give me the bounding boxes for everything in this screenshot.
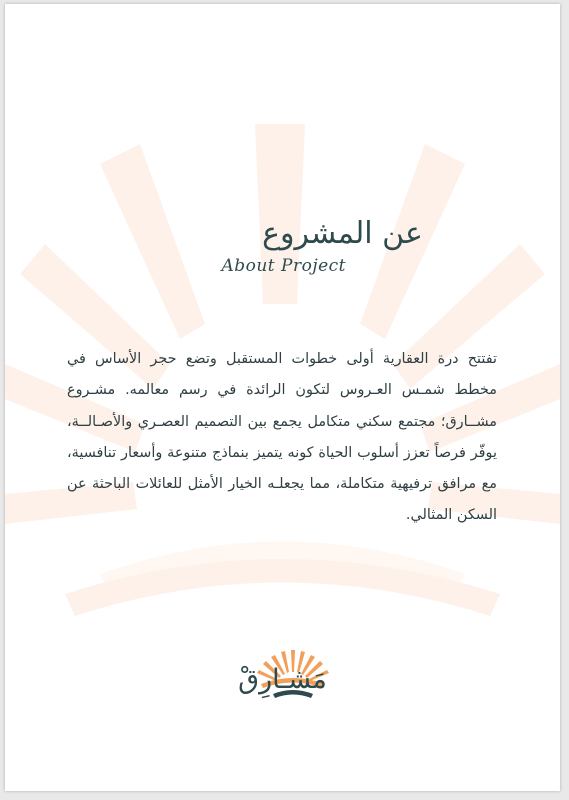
brand-name: مَشـارِقْ — [238, 664, 327, 695]
page-title-english: About Project — [221, 256, 346, 276]
page-title-arabic: عن المشروع — [262, 216, 423, 251]
project-description-text: تفتتح درة العقارية أولى خطوات المستقبل وتضع حجر الأساس في مخطط شمـس العـروس لتكون الرائدة في رسم معالمه. مشـروع مشــارق؛ مجتمع سكني متكامل يجمع بين التصميم العصـري والأصـالــة، يوفّر فرصاً تعزز أسلوب الحياة كونه يتميز بنماذج متنوعة وأسعار تنافسية، مع مرافق ترفيهية متكاملة، مما يجعلـه الخيار الأمثل للعائلات الباحثة عن السكن المثالي. — [67, 351, 497, 524]
project-description — [67, 344, 497, 532]
document-page — [5, 4, 560, 791]
